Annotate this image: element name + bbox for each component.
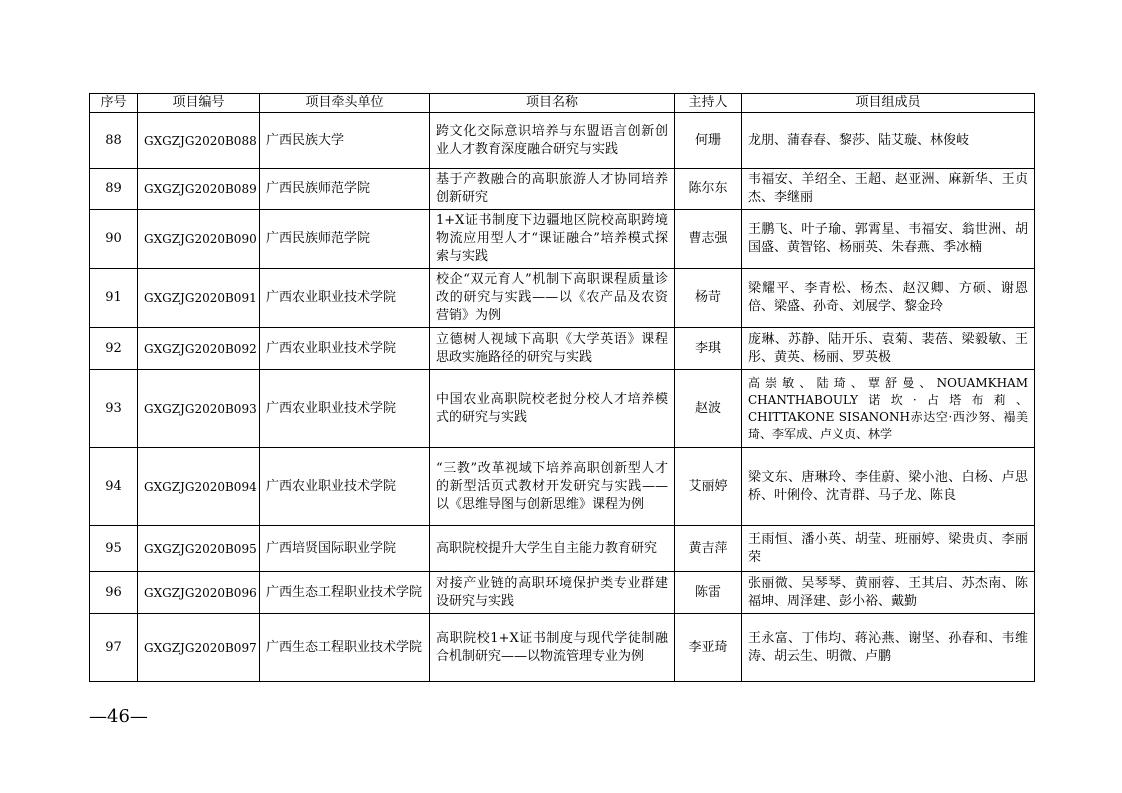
cell-name: 基于产教融合的高职旅游人才协同培养创新研究	[430, 169, 675, 210]
table-row	[90, 572, 1035, 614]
cell-unit: 广西生态工程职业技术学院	[260, 614, 430, 682]
table-row	[90, 269, 1035, 328]
cell-seq: 92	[90, 328, 138, 370]
cell-host: 何珊	[675, 113, 742, 169]
cell-members: 高崇敏、陆琦、覃舒曼、NOUAMKHAM CHANTHABOULY诺坎·占塔布莉、CHITTAKONE SISANONH赤达空·西沙努、褟美琦、李军成、卢义贞、林学	[742, 370, 1035, 448]
cell-host: 赵波	[675, 370, 742, 448]
cell-unit: 广西生态工程职业技术学院	[260, 572, 430, 614]
cell-unit: 广西培贤国际职业学院	[260, 526, 430, 572]
cell-code: GXGZJG2020B096	[138, 572, 260, 614]
table-row	[90, 328, 1035, 370]
header-host: 主持人	[675, 94, 742, 113]
table-row	[90, 169, 1035, 210]
header-unit: 项目牵头单位	[260, 94, 430, 113]
cell-host: 杨苛	[675, 269, 742, 328]
cell-unit: 广西民族师范学院	[260, 210, 430, 269]
cell-name: 对接产业链的高职环境保护类专业群建设研究与实践	[430, 572, 675, 614]
cell-members: 王雨恒、潘小英、胡莹、班丽婷、梁贵贞、李丽荣	[742, 526, 1035, 572]
cell-seq: 93	[90, 370, 138, 448]
cell-code: GXGZJG2020B093	[138, 370, 260, 448]
cell-host: 黄吉萍	[675, 526, 742, 572]
table-row	[90, 370, 1035, 448]
cell-members: 龙朋、蒲春春、黎莎、陆艾璇、林俊岐	[742, 113, 1035, 169]
cell-host: 艾丽婷	[675, 448, 742, 526]
header-seq: 序号	[90, 94, 138, 113]
cell-seq: 97	[90, 614, 138, 682]
cell-name: 高职院校1+X证书制度与现代学徒制融合机制研究——以物流管理专业为例	[430, 614, 675, 682]
cell-unit: 广西农业职业技术学院	[260, 269, 430, 328]
cell-host: 曹志强	[675, 210, 742, 269]
cell-unit: 广西民族大学	[260, 113, 430, 169]
cell-seq: 88	[90, 113, 138, 169]
table-row	[90, 113, 1035, 169]
cell-name: 立德树人视域下高职《大学英语》课程思政实施路径的研究与实践	[430, 328, 675, 370]
table-row	[90, 210, 1035, 269]
cell-code: GXGZJG2020B090	[138, 210, 260, 269]
cell-name: 中国农业高职院校老挝分校人才培养模式的研究与实践	[430, 370, 675, 448]
cell-members: 梁耀平、李青松、杨杰、赵汉卿、方硕、谢恩倍、梁盛、孙奇、刘展学、黎金玲	[742, 269, 1035, 328]
cell-members: 庞琳、苏静、陆开乐、袁菊、裴蓓、梁毅敏、王彤、黄英、杨丽、罗英极	[742, 328, 1035, 370]
cell-code: GXGZJG2020B088	[138, 113, 260, 169]
cell-seq: 95	[90, 526, 138, 572]
cell-host: 陈尔东	[675, 169, 742, 210]
table-row	[90, 448, 1035, 526]
cell-name: 1+X证书制度下边疆地区院校高职跨境物流应用型人才“课证融合”培养模式探索与实践	[430, 210, 675, 269]
page-number: —46—	[89, 706, 148, 727]
cell-members: 韦福安、羊绍全、王超、赵亚洲、麻新华、王贞杰、李继丽	[742, 169, 1035, 210]
header-members: 项目组成员	[742, 94, 1035, 113]
project-table	[89, 93, 1035, 682]
cell-seq: 91	[90, 269, 138, 328]
cell-seq: 90	[90, 210, 138, 269]
cell-seq: 96	[90, 572, 138, 614]
cell-seq: 94	[90, 448, 138, 526]
table-row	[90, 526, 1035, 572]
cell-unit: 广西农业职业技术学院	[260, 328, 430, 370]
cell-members: 张丽微、吴琴琴、黄丽蓉、王其启、苏杰南、陈福坤、周泽建、彭小裕、戴勤	[742, 572, 1035, 614]
header-code: 项目编号	[138, 94, 260, 113]
cell-code: GXGZJG2020B089	[138, 169, 260, 210]
cell-code: GXGZJG2020B095	[138, 526, 260, 572]
cell-unit: 广西农业职业技术学院	[260, 370, 430, 448]
cell-host: 陈雷	[675, 572, 742, 614]
cell-code: GXGZJG2020B092	[138, 328, 260, 370]
cell-name: 校企“双元育人”机制下高职课程质量诊改的研究与实践——以《农产品及农资营销》为例	[430, 269, 675, 328]
cell-members: 王永富、丁伟均、蒋沁燕、谢坚、孙春和、韦维涛、胡云生、明微、卢鹏	[742, 614, 1035, 682]
header-name: 项目名称	[430, 94, 675, 113]
cell-members: 王鹏飞、叶子瑜、郭霄星、韦福安、翁世洲、胡国盛、黄智铭、杨丽英、朱春燕、季冰楠	[742, 210, 1035, 269]
cell-code: GXGZJG2020B094	[138, 448, 260, 526]
cell-seq: 89	[90, 169, 138, 210]
cell-host: 李琪	[675, 328, 742, 370]
cell-code: GXGZJG2020B097	[138, 614, 260, 682]
cell-code: GXGZJG2020B091	[138, 269, 260, 328]
table-header-row	[90, 94, 1035, 113]
cell-unit: 广西农业职业技术学院	[260, 448, 430, 526]
cell-host: 李亚琦	[675, 614, 742, 682]
cell-members: 梁文东、唐琳玲、李佳蔚、梁小池、白杨、卢思桥、叶俐伶、沈青群、马子龙、陈良	[742, 448, 1035, 526]
cell-unit: 广西民族师范学院	[260, 169, 430, 210]
cell-name: “三教”改革视域下培养高职创新型人才的新型活页式教材开发研究与实践——以《思维导图与创新思维》课程为例	[430, 448, 675, 526]
table-row	[90, 614, 1035, 682]
cell-name: 高职院校提升大学生自主能力教育研究	[430, 526, 675, 572]
cell-name: 跨文化交际意识培养与东盟语言创新创业人才教育深度融合研究与实践	[430, 113, 675, 169]
